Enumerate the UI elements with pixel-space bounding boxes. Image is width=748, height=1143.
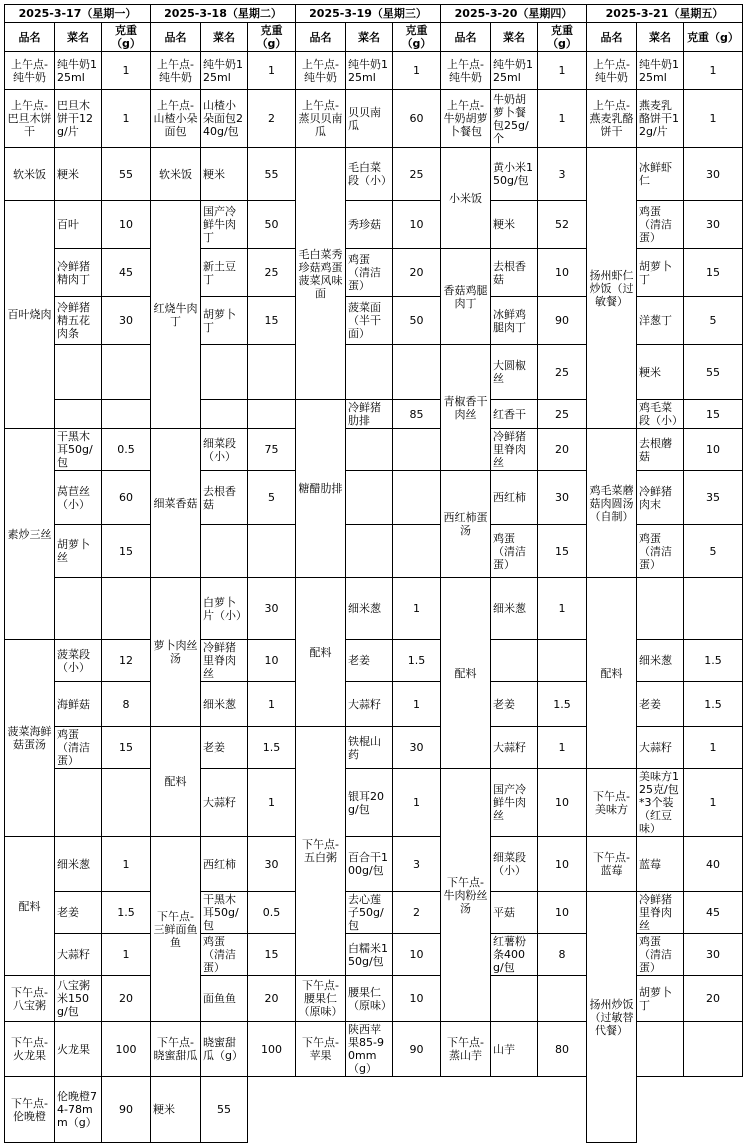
dish-name-cell: 下午点-美味方	[587, 769, 637, 837]
menu-row	[5, 90, 743, 148]
ingredient-cell: 国产冷鲜牛肉丁	[201, 201, 248, 249]
grams-cell: 8	[102, 682, 151, 727]
menu-row	[5, 148, 743, 201]
ingredient-cell: 红香干	[491, 400, 538, 429]
grams-cell: 15	[248, 297, 296, 345]
grams-cell: 10	[538, 249, 587, 297]
grams-cell	[248, 400, 296, 429]
grams-cell: 50	[248, 201, 296, 249]
ingredient-cell: 蓝莓	[637, 837, 684, 892]
ingredient-cell	[55, 400, 102, 429]
ingredient-cell: 秀珍菇	[346, 201, 393, 249]
grams-cell: 30	[102, 297, 151, 345]
grams-cell: 3	[538, 148, 587, 201]
dish-name-cell: 红烧牛肉丁	[151, 201, 201, 429]
dish-name-cell: 下午点-苹果	[296, 1022, 346, 1077]
ingredient-cell: 老姜	[637, 682, 684, 727]
grams-cell: 1.5	[684, 640, 743, 682]
ingredient-cell: 去根香菇	[201, 471, 248, 525]
menu-row	[5, 578, 743, 640]
grams-cell: 1	[393, 578, 441, 640]
grams-cell: 10	[538, 769, 587, 837]
dish-name-cell: 糖醋肋排	[296, 400, 346, 578]
dish-name-cell: 上午点-蒸贝贝南瓜	[296, 90, 346, 148]
ingredient-cell: 细米葱	[346, 578, 393, 640]
grams-cell: 55	[248, 148, 296, 201]
ingredient-cell: 白萝卜片（小）	[201, 578, 248, 640]
ingredient-cell: 老姜	[55, 892, 102, 934]
grams-cell: 30	[684, 201, 743, 249]
ingredient-cell: 纯牛奶125ml	[346, 52, 393, 90]
ingredient-cell: 冷鲜猪精五花肉条	[55, 297, 102, 345]
dish-name-cell: 青椒香干肉丝	[441, 345, 491, 471]
grams-cell: 55	[684, 345, 743, 400]
ingredient-cell: 胡萝卜丁	[637, 249, 684, 297]
ingredient-cell: 干黑木耳50g/包	[55, 429, 102, 471]
grams-cell: 0.5	[102, 429, 151, 471]
grams-cell	[538, 640, 587, 682]
ingredient-cell: 纯牛奶125ml	[491, 52, 538, 90]
ingredient-cell: 伦晚橙74-78mm（g）	[55, 1077, 102, 1143]
ingredient-cell: 冷鲜猪里脊肉丝	[201, 640, 248, 682]
grams-cell: 1	[684, 769, 743, 837]
grams-cell: 100	[102, 1022, 151, 1077]
ingredient-cell: 鸡蛋（清洁蛋）	[346, 249, 393, 297]
grams-cell: 1	[393, 769, 441, 837]
ingredient-column-header: 菜名	[201, 23, 248, 52]
grams-cell: 25	[538, 400, 587, 429]
ingredient-cell	[55, 345, 102, 400]
ingredient-cell: 面鱼鱼	[201, 976, 248, 1022]
ingredient-cell: 粳米	[201, 148, 248, 201]
ingredient-cell	[491, 976, 538, 1022]
grams-cell: 30	[248, 578, 296, 640]
grams-cell: 30	[684, 148, 743, 201]
grams-cell: 35	[684, 471, 743, 525]
ingredient-cell: 老姜	[201, 727, 248, 769]
grams-cell: 10	[393, 934, 441, 976]
day-date-header: 2025-3-19（星期三）	[296, 5, 441, 23]
grams-cell: 10	[538, 837, 587, 892]
grams-cell	[102, 578, 151, 640]
grams-cell: 1	[102, 934, 151, 976]
ingredient-cell: 粳米	[151, 1077, 201, 1143]
dish-name-cell: 下午点-蓝莓	[587, 837, 637, 892]
ingredient-cell: 鸡蛋（清洁蛋）	[491, 525, 538, 578]
ingredient-cell: 牛奶胡萝卜餐包25g/个	[491, 90, 538, 148]
grams-cell: 1	[102, 837, 151, 892]
grams-cell: 80	[538, 1022, 587, 1077]
grams-cell: 10	[102, 201, 151, 249]
ingredient-cell: 鸡蛋（清洁蛋）	[201, 934, 248, 976]
grams-cell: 45	[684, 892, 743, 934]
grams-cell	[538, 976, 587, 1022]
day-date-header: 2025-3-17（星期一）	[5, 5, 151, 23]
ingredient-cell: 冰鲜虾仁	[637, 148, 684, 201]
dish-name-cell: 菠菜海鲜菇蛋汤	[5, 640, 55, 837]
dish-column-header: 品名	[441, 23, 491, 52]
grams-cell: 1	[102, 52, 151, 90]
ingredient-cell: 银耳20g/包	[346, 769, 393, 837]
grams-cell: 20	[684, 976, 743, 1022]
ingredient-cell	[346, 471, 393, 525]
dish-column-header: 品名	[5, 23, 55, 52]
dish-name-cell: 配料	[5, 837, 55, 976]
grams-cell: 1	[248, 769, 296, 837]
menu-row	[5, 52, 743, 90]
grams-cell: 60	[102, 471, 151, 525]
dish-name-cell: 上午点-牛奶胡萝卜餐包	[441, 90, 491, 148]
grams-cell: 15	[538, 525, 587, 578]
grams-cell: 1	[102, 90, 151, 148]
ingredient-column-header: 菜名	[637, 23, 684, 52]
grams-column-header: 克重（g）	[393, 23, 441, 52]
date-header-row	[5, 5, 743, 23]
dish-name-cell: 配料	[441, 578, 491, 769]
dish-name-cell: 上午点-纯牛奶	[296, 52, 346, 90]
grams-cell	[248, 525, 296, 578]
ingredient-cell: 大蒜籽	[491, 727, 538, 769]
ingredient-cell: 毛白菜段（小）	[346, 148, 393, 201]
ingredient-cell	[346, 525, 393, 578]
grams-column-header: 克重（g）	[248, 23, 296, 52]
grams-cell	[393, 525, 441, 578]
ingredient-cell	[201, 525, 248, 578]
grams-cell: 10	[538, 892, 587, 934]
ingredient-cell: 国产冷鲜牛肉丝	[491, 769, 538, 837]
ingredient-cell: 火龙果	[55, 1022, 102, 1077]
grams-cell	[393, 429, 441, 471]
dish-name-cell: 上午点-巴旦木饼干	[5, 90, 55, 148]
dish-name-cell: 上午点-纯牛奶	[151, 52, 201, 90]
grams-column-header: 克重（g）	[538, 23, 587, 52]
grams-cell: 52	[538, 201, 587, 249]
ingredient-cell: 西红柿	[201, 837, 248, 892]
ingredient-column-header: 菜名	[346, 23, 393, 52]
grams-cell	[102, 400, 151, 429]
ingredient-cell: 百叶	[55, 201, 102, 249]
dish-name-cell: 扬州炒饭（过敏替代餐）	[587, 892, 637, 1143]
grams-cell: 10	[248, 640, 296, 682]
ingredient-cell: 老姜	[346, 640, 393, 682]
grams-cell	[684, 1022, 743, 1077]
dish-name-cell: 小米饭	[441, 148, 491, 249]
ingredient-cell: 燕麦乳酪饼干12g/片	[637, 90, 684, 148]
ingredient-cell	[55, 769, 102, 837]
grams-cell: 5	[684, 525, 743, 578]
grams-cell	[248, 345, 296, 400]
grams-cell: 90	[102, 1077, 151, 1143]
dish-name-cell: 上午点-山楂小朵面包	[151, 90, 201, 148]
dish-name-cell: 下午点-腰果仁（原味）	[296, 976, 346, 1022]
grams-cell: 5	[684, 297, 743, 345]
grams-cell: 15	[248, 934, 296, 976]
ingredient-cell: 去根蘑菇	[637, 429, 684, 471]
dish-name-cell: 毛白菜秀珍菇鸡蛋菠菜风味面	[296, 148, 346, 400]
ingredient-cell: 红薯粉条400g/包	[491, 934, 538, 976]
ingredient-cell: 冷鲜猪肉末	[637, 471, 684, 525]
dish-name-cell: 扬州虾仁炒饭（过敏餐）	[587, 148, 637, 429]
ingredient-cell: 冷鲜猪里脊肉丝	[637, 892, 684, 934]
grams-cell: 1	[538, 727, 587, 769]
menu-row	[5, 837, 743, 892]
dish-name-cell: 上午点-纯牛奶	[5, 52, 55, 90]
menu-table	[4, 4, 743, 1143]
grams-cell: 15	[102, 727, 151, 769]
grams-cell: 55	[201, 1077, 248, 1143]
ingredient-cell: 新土豆丁	[201, 249, 248, 297]
ingredient-cell: 冷鲜猪精肉丁	[55, 249, 102, 297]
ingredient-cell	[346, 345, 393, 400]
grams-cell: 90	[538, 297, 587, 345]
ingredient-cell	[491, 640, 538, 682]
dish-column-header: 品名	[296, 23, 346, 52]
dish-name-cell: 上午点-纯牛奶	[587, 52, 637, 90]
ingredient-column-header: 菜名	[491, 23, 538, 52]
ingredient-cell: 粳米	[637, 345, 684, 400]
ingredient-cell: 鸡蛋（清洁蛋）	[637, 201, 684, 249]
grams-cell: 15	[684, 400, 743, 429]
day-date-header: 2025-3-21（星期五）	[587, 5, 743, 23]
dish-name-cell: 鸡毛菜蘑菇肉圆汤（自制）	[587, 429, 637, 578]
ingredient-cell: 粳米	[491, 201, 538, 249]
dish-name-cell: 下午点-八宝粥	[5, 976, 55, 1022]
ingredient-cell: 西红柿	[491, 471, 538, 525]
dish-name-cell: 下午点-伦晚橙	[5, 1077, 55, 1143]
grams-cell: 55	[102, 148, 151, 201]
grams-cell: 1	[538, 90, 587, 148]
ingredient-cell: 巴旦木饼干12g/片	[55, 90, 102, 148]
dish-name-cell: 软米饭	[151, 148, 201, 201]
ingredient-cell: 干黑木耳50g/包	[201, 892, 248, 934]
grams-cell: 30	[538, 471, 587, 525]
dish-name-cell: 配料	[151, 727, 201, 837]
grams-cell: 85	[393, 400, 441, 429]
ingredient-cell: 鸡蛋（清洁蛋）	[637, 934, 684, 976]
ingredient-cell: 山楂小朵面包240g/包	[201, 90, 248, 148]
ingredient-cell: 鸡毛菜段（小）	[637, 400, 684, 429]
ingredient-cell: 晓蜜甜瓜（g）	[201, 1022, 248, 1077]
dish-name-cell: 香菇鸡腿肉丁	[441, 249, 491, 345]
grams-cell: 1	[684, 90, 743, 148]
ingredient-cell: 细菜段（小）	[491, 837, 538, 892]
ingredient-cell: 去根香菇	[491, 249, 538, 297]
grams-cell: 50	[393, 297, 441, 345]
dish-name-cell: 下午点-蒸山芋	[441, 1022, 491, 1077]
grams-cell: 1	[684, 52, 743, 90]
dish-name-cell: 下午点-五白粥	[296, 727, 346, 976]
ingredient-cell: 平菇	[491, 892, 538, 934]
dish-name-cell: 萝卜肉丝汤	[151, 578, 201, 727]
ingredient-cell: 八宝粥米150g/包	[55, 976, 102, 1022]
ingredient-cell: 老姜	[491, 682, 538, 727]
ingredient-cell: 大圆椒丝	[491, 345, 538, 400]
ingredient-cell: 细米葱	[55, 837, 102, 892]
grams-cell: 1.5	[248, 727, 296, 769]
ingredient-cell: 鸡蛋（清洁蛋）	[637, 525, 684, 578]
grams-cell: 0.5	[248, 892, 296, 934]
ingredient-cell	[346, 429, 393, 471]
ingredient-cell: 大蒜籽	[637, 727, 684, 769]
column-header-row	[5, 23, 743, 52]
ingredient-cell: 铁棍山药	[346, 727, 393, 769]
ingredient-cell: 大蒜籽	[346, 682, 393, 727]
ingredient-cell: 冷鲜猪里脊肉丝	[491, 429, 538, 471]
grams-cell: 1	[248, 52, 296, 90]
ingredient-cell: 大蒜籽	[201, 769, 248, 837]
ingredient-cell	[637, 578, 684, 640]
dish-name-cell: 配料	[587, 578, 637, 769]
grams-cell: 1	[538, 578, 587, 640]
dish-name-cell: 下午点-火龙果	[5, 1022, 55, 1077]
grams-cell: 3	[393, 837, 441, 892]
ingredient-column-header: 菜名	[55, 23, 102, 52]
ingredient-cell: 冰鲜鸡腿肉丁	[491, 297, 538, 345]
menu-row	[5, 769, 743, 837]
ingredient-cell	[55, 578, 102, 640]
dish-name-cell: 配料	[296, 578, 346, 727]
ingredient-cell: 胡萝卜丝	[55, 525, 102, 578]
ingredient-cell: 山芋	[491, 1022, 538, 1077]
day-date-header: 2025-3-18（星期二）	[151, 5, 296, 23]
dish-column-header: 品名	[587, 23, 637, 52]
dish-name-cell: 上午点-燕麦乳酪饼干	[587, 90, 637, 148]
grams-column-header: 克重（g）	[684, 23, 743, 52]
ingredient-cell: 纯牛奶125ml	[637, 52, 684, 90]
grams-cell: 20	[248, 976, 296, 1022]
dish-name-cell: 细菜香菇	[151, 429, 201, 578]
ingredient-cell: 细米葱	[201, 682, 248, 727]
grams-cell: 5	[248, 471, 296, 525]
grams-cell: 30	[393, 727, 441, 769]
grams-cell	[393, 471, 441, 525]
ingredient-cell	[201, 345, 248, 400]
menu-row	[5, 429, 743, 471]
ingredient-cell: 百合干100g/包	[346, 837, 393, 892]
ingredient-cell	[637, 1022, 684, 1077]
ingredient-cell: 菠菜段（小）	[55, 640, 102, 682]
grams-cell: 8	[538, 934, 587, 976]
ingredient-cell: 黄小米150g/包	[491, 148, 538, 201]
grams-cell: 15	[684, 249, 743, 297]
dish-name-cell: 下午点-牛肉粉丝汤	[441, 769, 491, 1022]
grams-cell: 30	[248, 837, 296, 892]
grams-cell: 30	[684, 934, 743, 976]
ingredient-cell: 冷鲜猪肋排	[346, 400, 393, 429]
grams-cell: 1.5	[102, 892, 151, 934]
ingredient-cell: 粳米	[55, 148, 102, 201]
grams-cell: 25	[248, 249, 296, 297]
grams-cell: 40	[684, 837, 743, 892]
grams-cell: 2	[248, 90, 296, 148]
grams-cell: 10	[393, 976, 441, 1022]
ingredient-cell: 陕西苹果85-90mm（g）	[346, 1022, 393, 1077]
ingredient-cell: 莴苣丝（小）	[55, 471, 102, 525]
ingredient-cell: 细菜段（小）	[201, 429, 248, 471]
grams-cell: 75	[248, 429, 296, 471]
ingredient-cell: 纯牛奶125ml	[201, 52, 248, 90]
dish-column-header: 品名	[151, 23, 201, 52]
dish-name-cell: 下午点-晓蜜甜瓜	[151, 1022, 201, 1077]
ingredient-cell: 菠菜面（半干面）	[346, 297, 393, 345]
grams-cell: 20	[393, 249, 441, 297]
ingredient-cell: 腰果仁（原味）	[346, 976, 393, 1022]
ingredient-cell: 美味方125克/包*3个装（红豆味）	[637, 769, 684, 837]
grams-cell: 1.5	[684, 682, 743, 727]
grams-cell: 2	[393, 892, 441, 934]
ingredient-cell: 鸡蛋（清洁蛋）	[55, 727, 102, 769]
ingredient-cell: 细米葱	[491, 578, 538, 640]
grams-cell: 10	[393, 201, 441, 249]
grams-cell	[102, 769, 151, 837]
dish-name-cell: 西红柿蛋汤	[441, 471, 491, 578]
grams-column-header: 克重（g）	[102, 23, 151, 52]
grams-cell: 45	[102, 249, 151, 297]
grams-cell: 20	[538, 429, 587, 471]
ingredient-cell: 白糯米150g/包	[346, 934, 393, 976]
ingredient-cell: 纯牛奶125ml	[55, 52, 102, 90]
grams-cell	[684, 578, 743, 640]
ingredient-cell: 细米葱	[637, 640, 684, 682]
grams-cell: 1	[538, 52, 587, 90]
grams-cell: 1	[684, 727, 743, 769]
ingredient-cell: 胡萝卜丁	[637, 976, 684, 1022]
grams-cell: 1	[393, 682, 441, 727]
menu-row	[5, 892, 743, 934]
grams-cell: 100	[248, 1022, 296, 1077]
ingredient-cell: 海鲜菇	[55, 682, 102, 727]
grams-cell: 60	[393, 90, 441, 148]
ingredient-cell: 大蒜籽	[55, 934, 102, 976]
grams-cell	[393, 345, 441, 400]
grams-cell	[102, 345, 151, 400]
grams-cell: 90	[393, 1022, 441, 1077]
ingredient-cell: 洋葱丁	[637, 297, 684, 345]
dish-name-cell: 上午点-纯牛奶	[441, 52, 491, 90]
dish-name-cell: 下午点-三鲜面鱼鱼	[151, 837, 201, 1022]
dish-name-cell: 软米饭	[5, 148, 55, 201]
grams-cell: 25	[538, 345, 587, 400]
ingredient-cell: 胡萝卜丁	[201, 297, 248, 345]
ingredient-cell: 去心莲子50g/包	[346, 892, 393, 934]
grams-cell: 15	[102, 525, 151, 578]
grams-cell: 1.5	[538, 682, 587, 727]
grams-cell: 1.5	[393, 640, 441, 682]
dish-name-cell: 素炒三丝	[5, 429, 55, 640]
day-date-header: 2025-3-20（星期四）	[441, 5, 587, 23]
ingredient-cell: 贝贝南瓜	[346, 90, 393, 148]
grams-cell: 25	[393, 148, 441, 201]
grams-cell: 1	[248, 682, 296, 727]
grams-cell: 20	[102, 976, 151, 1022]
grams-cell: 10	[684, 429, 743, 471]
grams-cell: 12	[102, 640, 151, 682]
grams-cell: 1	[393, 52, 441, 90]
dish-name-cell: 百叶烧肉	[5, 201, 55, 429]
ingredient-cell	[201, 400, 248, 429]
